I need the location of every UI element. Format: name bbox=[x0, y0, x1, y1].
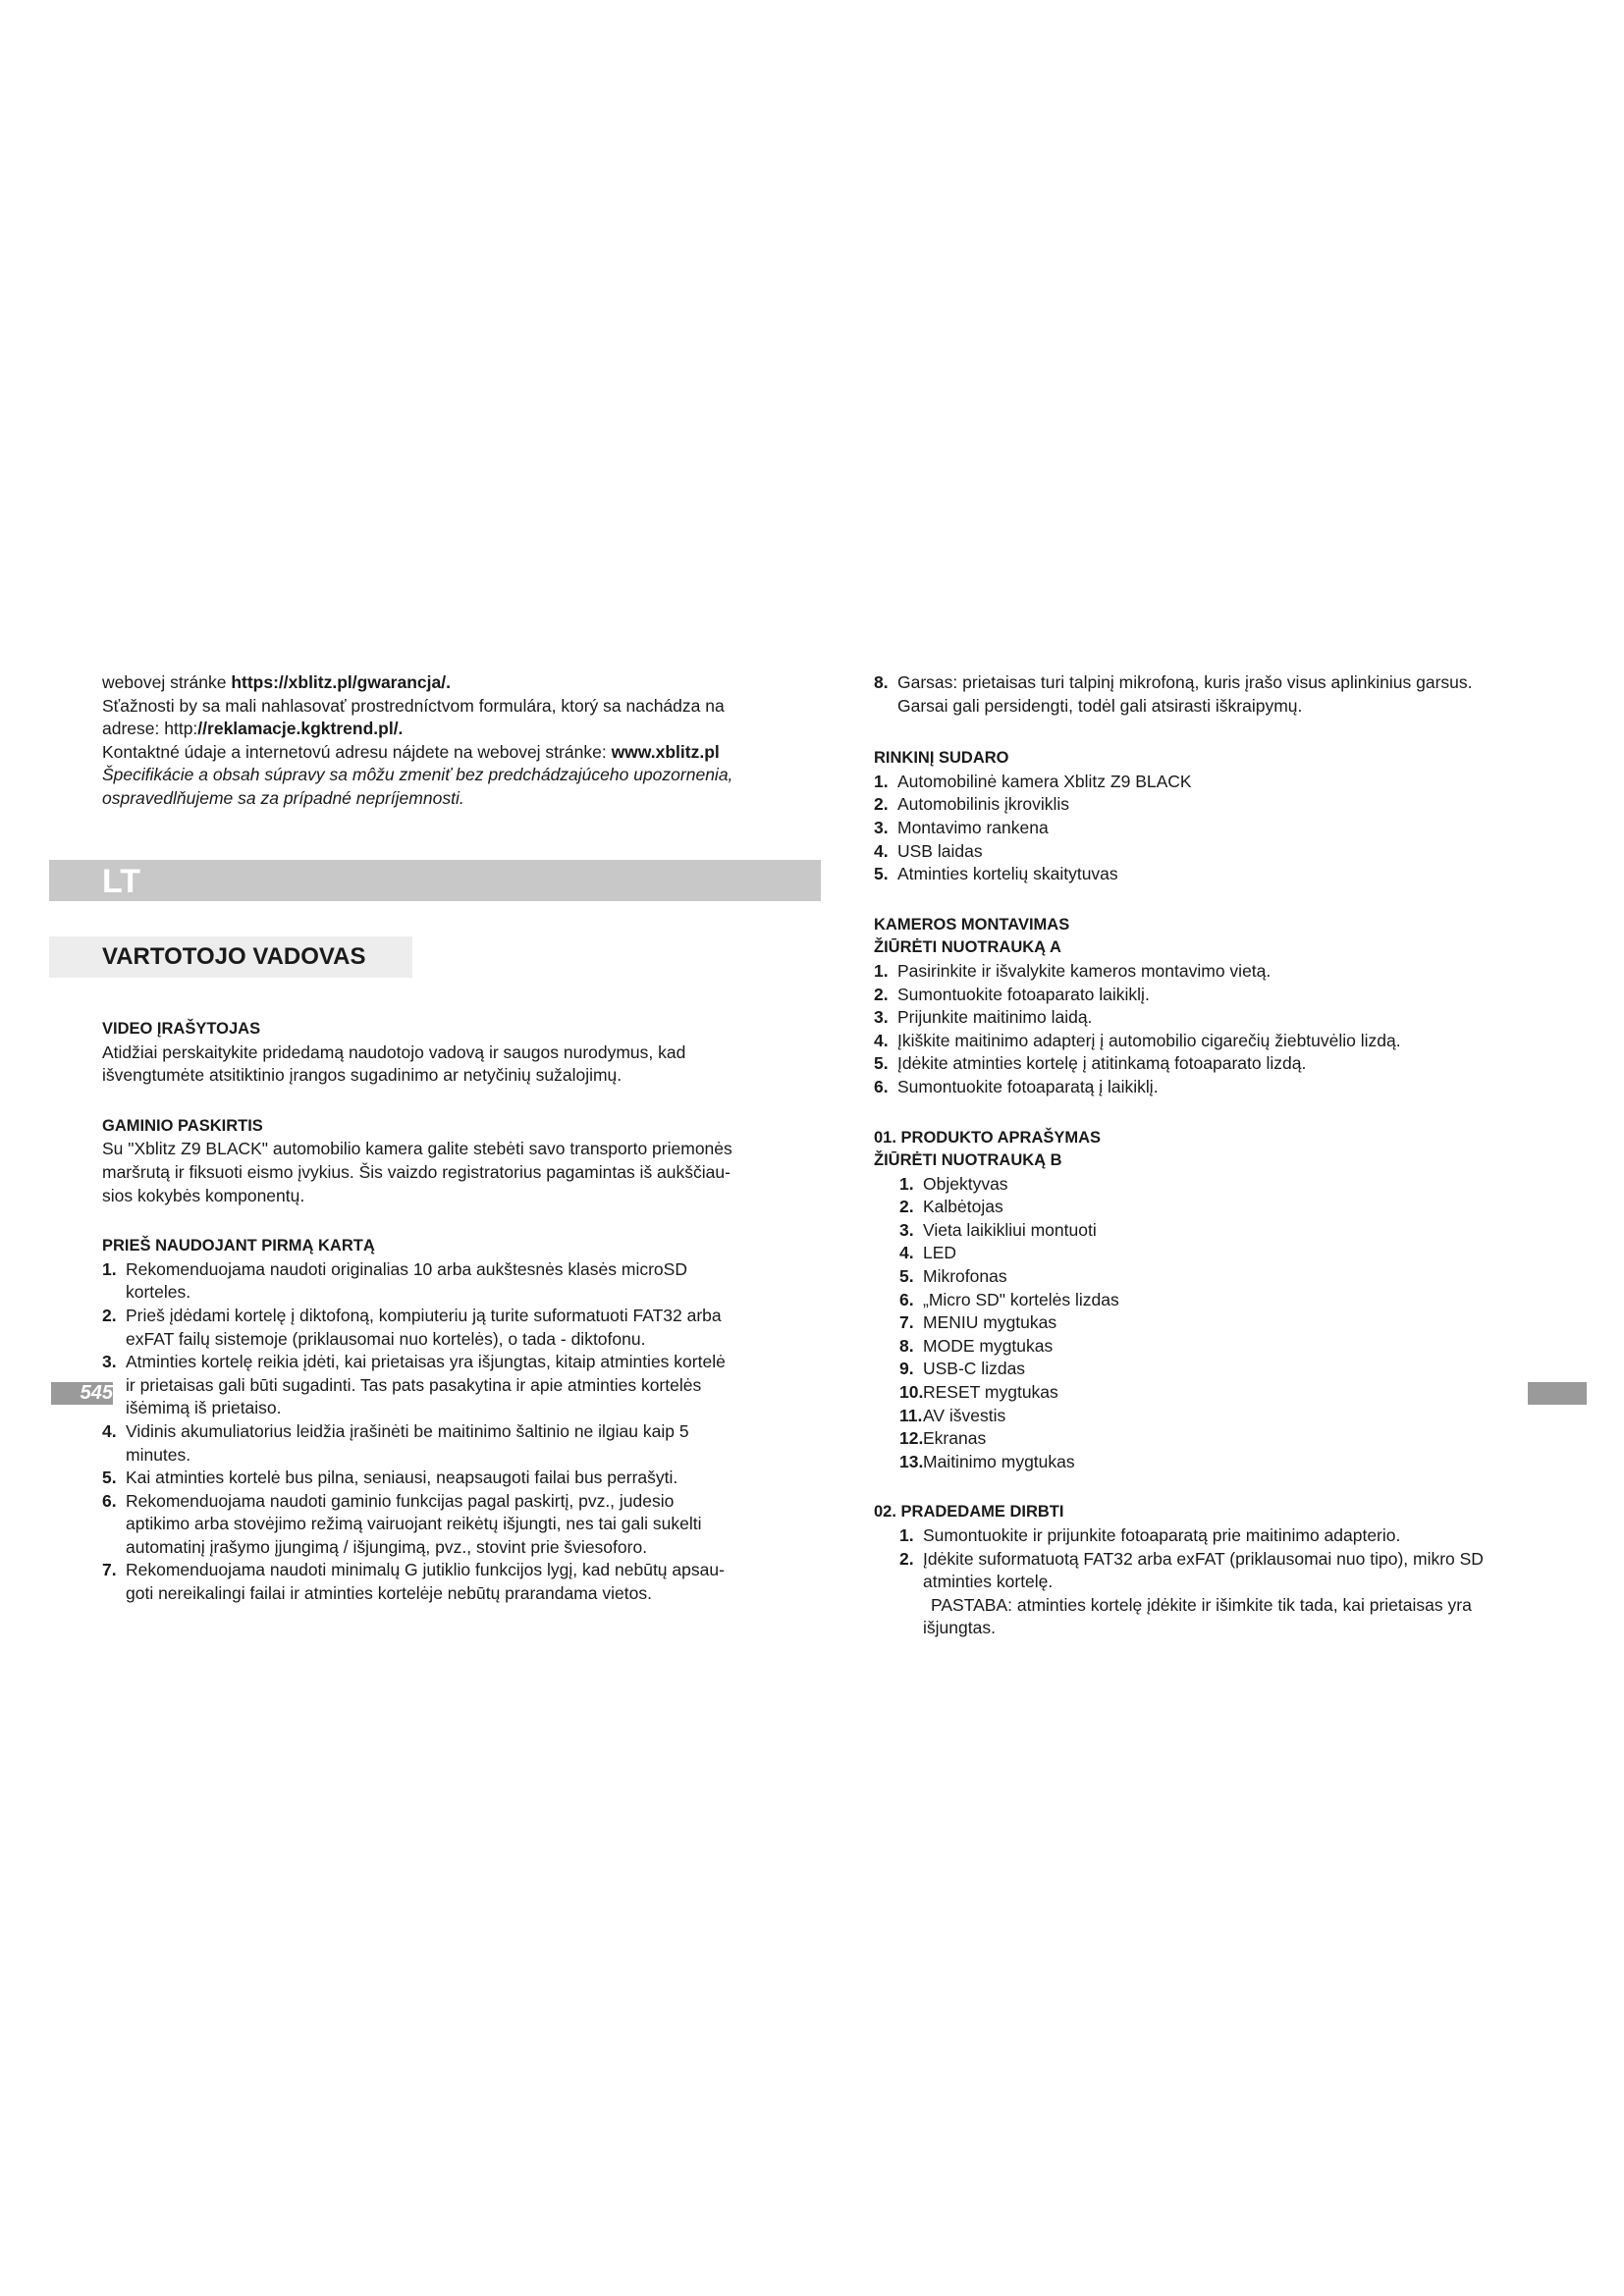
intro-line-2: Sťažnosti by sa mali nahlasovať prostredníctvom formulára, ktorý sa nachádza na bbox=[102, 695, 725, 716]
warranty-link[interactable]: https://xblitz.pl/gwarancja/. bbox=[231, 672, 451, 692]
before-use-list bbox=[102, 1258, 750, 1606]
list-item bbox=[874, 1548, 1522, 1594]
item-text: Montavimo rankena bbox=[897, 817, 1049, 837]
item-number: 4. bbox=[874, 1030, 889, 1050]
item-number: 1. bbox=[874, 771, 889, 791]
list-item bbox=[874, 1265, 1522, 1289]
purpose-line-3: sios kokybės komponentų. bbox=[102, 1185, 305, 1205]
item-number: 6. bbox=[899, 1289, 914, 1309]
list-item bbox=[102, 1258, 750, 1305]
list-item bbox=[102, 1305, 750, 1351]
item-text: minutes. bbox=[126, 1444, 191, 1465]
item-text: USB laidas bbox=[897, 840, 983, 861]
list-item bbox=[874, 793, 1522, 817]
item-number: 4. bbox=[874, 840, 889, 861]
mount-see-photo: ŽIŪRĖTI NUOTRAUKĄ A bbox=[874, 938, 1061, 957]
list-item bbox=[874, 1451, 1522, 1474]
intro-line-4 bbox=[102, 741, 750, 765]
list-item bbox=[102, 1490, 750, 1560]
item-text: exFAT failų sistemoje (priklausomai nuo kortelės), o tada - diktofonu. bbox=[126, 1328, 646, 1349]
list-item bbox=[874, 1524, 1522, 1548]
item-text: Sumontuokite fotoaparatą į laikiklį. bbox=[897, 1076, 1159, 1096]
item-number: 9. bbox=[899, 1359, 914, 1379]
list-item bbox=[102, 1351, 750, 1420]
list-item bbox=[874, 1076, 1522, 1099]
item-number: 1. bbox=[899, 1173, 914, 1194]
list-item bbox=[874, 960, 1522, 984]
item-text: aptikimo arba stovėjimo režimą vairuojant reikėtų išjungti, nes tai gali sukelti bbox=[126, 1514, 702, 1534]
item-number: 7. bbox=[102, 1560, 117, 1580]
item-text: Maitinimo mygtukas bbox=[923, 1451, 1075, 1471]
item-number: 6. bbox=[102, 1490, 117, 1511]
section-heading-purpose: GAMINIO PASKIRTIS bbox=[102, 1116, 263, 1135]
item-text: Automobilinė kamera Xblitz Z9 BLACK bbox=[897, 771, 1192, 791]
complaints-link[interactable]: //reklamacje.kgktrend.pl/. bbox=[197, 719, 404, 739]
item-number: 3. bbox=[102, 1352, 117, 1372]
section-heading-kit: RINKINĮ SUDARO bbox=[874, 749, 1009, 768]
item-text: korteles. bbox=[126, 1282, 191, 1303]
list-item bbox=[102, 1559, 750, 1605]
kit-list bbox=[874, 771, 1522, 886]
list-item bbox=[874, 671, 1522, 718]
left-column-body bbox=[102, 1018, 750, 1606]
item-number: 1. bbox=[899, 1525, 914, 1545]
list-item bbox=[874, 1219, 1522, 1243]
video-line-2: išvengtumėte atsitiktinio įrangos sugadinimo ar netyčinių sužalojimų. bbox=[102, 1065, 623, 1086]
list-item bbox=[874, 1381, 1522, 1405]
item-text: Automobilinis įkroviklis bbox=[897, 794, 1070, 815]
item-number: 3. bbox=[874, 1007, 889, 1028]
intro-line-6: ospravedlňujeme sa za prípadné nepríjemnosti. bbox=[102, 787, 464, 808]
item-number: 5. bbox=[899, 1266, 914, 1287]
list-item bbox=[874, 1335, 1522, 1359]
section-heading-start: 02. PRADEDAME DIRBTI bbox=[874, 1503, 1064, 1522]
item-number: 5. bbox=[874, 864, 889, 884]
note-line-1: PASTABA: atminties kortelę įdėkite ir išimkite tik tada, kai prietaisas yra bbox=[931, 1594, 1472, 1615]
list-item bbox=[874, 1006, 1522, 1030]
item-number: 3. bbox=[899, 1219, 914, 1240]
language-code: LT bbox=[102, 863, 141, 900]
item-text: Garsas: prietaisas turi talpinį mikrofoną, kuris įrašo visus aplinkinius garsus. bbox=[897, 672, 1473, 692]
section-heading-mount: KAMEROS MONTAVIMAS bbox=[874, 915, 1070, 934]
item-text: AV išvestis bbox=[923, 1405, 1006, 1425]
intro-text: Kontaktné údaje a internetovú adresu nájdete na webovej stránke: bbox=[102, 741, 612, 762]
right-column bbox=[874, 671, 1522, 1640]
item-text: Prijunkite maitinimo laidą. bbox=[897, 1007, 1093, 1028]
section-heading-before-use: PRIEŠ NAUDOJANT PIRMĄ KARTĄ bbox=[102, 1237, 375, 1255]
item-number: 8. bbox=[874, 672, 889, 692]
section-heading-description: 01. PRODUKTO APRAŠYMAS bbox=[874, 1128, 1102, 1147]
item-number: 8. bbox=[899, 1335, 914, 1356]
item-number: 5. bbox=[102, 1468, 117, 1488]
item-text: Atminties kortelę reikia įdėti, kai prietaisas yra išjungtas, kitaip atminties kortelė bbox=[126, 1352, 726, 1372]
side-tab-marker bbox=[1528, 1382, 1587, 1405]
page-number: 545 bbox=[51, 1382, 113, 1405]
item-text: Įdėkite suformatuotą FAT32 arba exFAT (priklausomai nuo tipo), mikro SD bbox=[923, 1548, 1484, 1569]
list-item bbox=[874, 1427, 1522, 1451]
mount-list bbox=[874, 960, 1522, 1099]
item-text: Kalbėtojas bbox=[923, 1197, 1003, 1217]
list-item bbox=[874, 863, 1522, 886]
sound-item bbox=[874, 671, 1522, 718]
item-number: 11. bbox=[899, 1405, 923, 1425]
website-link[interactable]: www.xblitz.pl bbox=[611, 741, 720, 762]
purpose-line-2: maršrutą ir fiksuoti eismo įvykius. Šis vaizdo registratorius pagamintas iš aukščiau- bbox=[102, 1161, 731, 1182]
item-number: 5. bbox=[874, 1053, 889, 1074]
item-text: Įdėkite atminties kortelę į atitinkamą fotoaparato lizdą. bbox=[897, 1053, 1307, 1074]
section-heading-video: VIDEO ĮRAŠYTOJAS bbox=[102, 1020, 261, 1038]
intro-line-3 bbox=[102, 718, 750, 741]
list-item bbox=[874, 771, 1522, 794]
list-item bbox=[874, 1173, 1522, 1197]
item-number: 3. bbox=[874, 817, 889, 837]
item-number: 13. bbox=[899, 1451, 924, 1471]
item-text: Kai atminties kortelė bus pilna, seniausi, neapsaugoti failai bus perrašyti. bbox=[126, 1468, 678, 1488]
item-text: Ekranas bbox=[923, 1428, 987, 1449]
item-text: automatinį įrašymo įjungimą / išjungimą, pvz., stovint prie šviesoforo. bbox=[126, 1536, 648, 1557]
item-text: „Micro SD" kortelės lizdas bbox=[923, 1289, 1119, 1309]
item-text: Rekomenduojama naudoti gaminio funkcijas pagal paskirtį, pvz., judesio bbox=[126, 1490, 675, 1511]
list-item bbox=[874, 840, 1522, 864]
note-line-2: išjungtas. bbox=[923, 1618, 996, 1638]
item-text: ir prietaisas gali būti sugadinti. Tas pats pasakytina ir apie atminties kortelės bbox=[126, 1374, 702, 1395]
list-item bbox=[874, 1289, 1522, 1312]
intro-text: adrese: http: bbox=[102, 719, 198, 739]
item-text: Atminties kortelių skaitytuvas bbox=[897, 864, 1118, 884]
document-title: VARTOTOJO VADOVAS bbox=[102, 943, 366, 970]
item-text: Sumontuokite ir prijunkite fotoaparatą prie maitinimo adapterio. bbox=[923, 1525, 1401, 1545]
purpose-line-1: Su "Xblitz Z9 BLACK" automobilio kamera galite stebėti savo transporto priemonės bbox=[102, 1139, 732, 1159]
list-item bbox=[102, 1467, 750, 1490]
item-number: 10. bbox=[899, 1382, 924, 1403]
item-text: MODE mygtukas bbox=[923, 1335, 1054, 1356]
item-text: Sumontuokite fotoaparato laikiklį. bbox=[897, 984, 1150, 1004]
item-text: MENIU mygtukas bbox=[923, 1312, 1057, 1333]
left-column bbox=[102, 671, 750, 811]
item-number: 4. bbox=[102, 1420, 117, 1441]
list-item bbox=[874, 1311, 1522, 1335]
item-text: išėmimą iš prietaiso. bbox=[126, 1398, 282, 1418]
item-text: Vieta laikikliui montuoti bbox=[923, 1219, 1097, 1240]
item-text: Mikrofonas bbox=[923, 1266, 1007, 1287]
item-text: Pasirinkite ir išvalykite kameros montavimo vietą. bbox=[897, 960, 1272, 981]
item-text: Garsai gali persidengti, todėl gali atsirasti iškraipymų. bbox=[897, 695, 1303, 716]
description-list bbox=[874, 1173, 1522, 1474]
intro-line-5: Špecifikácie a obsah súpravy sa môžu zmeniť bez predchádzajúceho upozornenia, bbox=[102, 765, 733, 785]
description-see-photo: ŽIŪRĖTI NUOTRAUKĄ B bbox=[874, 1151, 1062, 1170]
item-number: 2. bbox=[899, 1548, 914, 1569]
list-item bbox=[874, 1196, 1522, 1219]
item-number: 7. bbox=[899, 1312, 914, 1333]
list-item bbox=[874, 817, 1522, 840]
list-item bbox=[874, 984, 1522, 1007]
item-text: RESET mygtukas bbox=[923, 1382, 1058, 1403]
list-item bbox=[874, 1242, 1522, 1265]
item-text: LED bbox=[923, 1243, 957, 1263]
item-text: Objektyvas bbox=[923, 1173, 1008, 1194]
list-item bbox=[874, 1405, 1522, 1428]
item-number: 6. bbox=[874, 1076, 889, 1096]
item-number: 1. bbox=[102, 1258, 117, 1279]
start-list bbox=[874, 1524, 1522, 1594]
language-band bbox=[49, 860, 821, 901]
item-text: Rekomenduojama naudoti originalias 10 arba aukštesnės klasės microSD bbox=[126, 1258, 687, 1279]
item-text: goti nereikalingi failai ir atminties kortelėje nebūtų prarandama vietos. bbox=[126, 1583, 652, 1604]
item-number: 2. bbox=[874, 794, 889, 815]
item-text: USB-C lizdas bbox=[923, 1359, 1026, 1379]
list-item bbox=[874, 1030, 1522, 1053]
intro-text: webovej stránke bbox=[102, 672, 232, 692]
item-number: 1. bbox=[874, 960, 889, 981]
item-number: 2. bbox=[102, 1305, 117, 1325]
list-item bbox=[874, 1052, 1522, 1076]
item-text: atminties kortelę. bbox=[923, 1572, 1054, 1592]
video-line-1: Atidžiai perskaitykite pridedamą naudotojo vadovą ir saugos nurodymus, kad bbox=[102, 1041, 686, 1062]
item-number: 12. bbox=[899, 1428, 924, 1449]
item-text: Vidinis akumuliatorius leidžia įrašinėti be maitinimo šaltinio ne ilgiau kaip 5 bbox=[126, 1420, 689, 1441]
intro-line-1 bbox=[102, 671, 750, 695]
item-number: 4. bbox=[899, 1243, 914, 1263]
item-text: Rekomenduojama naudoti minimalų G jutiklio funkcijos lygį, kad nebūtų apsau- bbox=[126, 1560, 725, 1580]
list-item bbox=[874, 1358, 1522, 1381]
item-text: Įkiškite maitinimo adapterį į automobilio cigarečių žiebtuvėlio lizdą. bbox=[897, 1030, 1401, 1050]
list-item bbox=[102, 1420, 750, 1467]
item-number: 2. bbox=[874, 984, 889, 1004]
item-number: 2. bbox=[899, 1197, 914, 1217]
item-text: Prieš įdėdami kortelę į diktofoną, kompiuteriu ją turite suformatuoti FAT32 arba bbox=[126, 1305, 722, 1325]
